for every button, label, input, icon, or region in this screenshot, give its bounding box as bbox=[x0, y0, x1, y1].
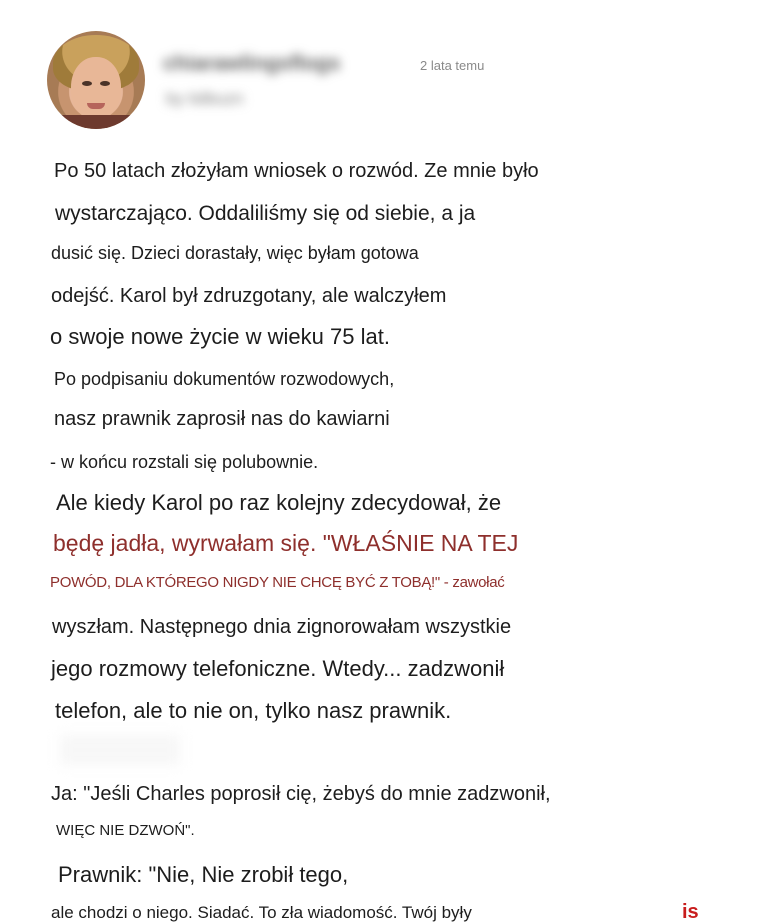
text-line-6: Po podpisaniu dokumentów rozwodowych, bbox=[54, 369, 395, 389]
watermark-logo: is bbox=[682, 901, 699, 923]
text-line-7: nasz prawnik zaprosił nas do kawiarni bbox=[54, 408, 390, 430]
timestamp: 2 lata temu bbox=[420, 58, 485, 73]
text-line-2: wystarczająco. Oddaliliśmy się od siebie, a ja bbox=[55, 202, 476, 225]
avatar-shirt bbox=[47, 115, 145, 129]
text-line-9: Ale kiedy Karol po raz kolejny zdecydował, że bbox=[56, 490, 502, 515]
text-line-8: - w końcu rozstali się polubownie. bbox=[50, 452, 319, 472]
user-subline: by tidbuzn bbox=[166, 89, 244, 108]
avatar-face bbox=[71, 57, 121, 119]
text-line-4: odejść. Karol był zdruzgotany, ale walczyłem bbox=[51, 285, 447, 307]
text-line-16: WIĘC NIE DZWOŃ". bbox=[56, 822, 195, 839]
text-line-14: telefon, ale to nie on, tylko nasz prawnik. bbox=[55, 698, 452, 723]
text-line-17: Prawnik: "Nie, Nie zrobił tego, bbox=[58, 862, 349, 887]
text-line-1: Po 50 latach złożyłam wniosek o rozwód. Ze mnie było bbox=[54, 160, 539, 182]
text-line-13: jego rozmowy telefoniczne. Wtedy... zadzwonił bbox=[51, 656, 505, 681]
text-line-15: Ja: "Jeśli Charles poprosił cię, żebyś do mnie zadzwonił, bbox=[51, 783, 551, 805]
username[interactable]: chiarawlingsflogs bbox=[163, 52, 341, 75]
text-line-5: o swoje nowe życie w wieku 75 lat. bbox=[50, 324, 390, 349]
text-line-10-highlight: będę jadła, wyrwałam się. "WŁAŚNIE NA TEJ bbox=[53, 530, 519, 556]
text-line-12: wyszłam. Następnego dnia zignorowałam wszystkie bbox=[52, 616, 512, 638]
text-line-11-highlight: POWÓD, DLA KTÓREGO NIGDY NIE CHCĘ BYĆ Z TOBĄ!" - zawołać bbox=[50, 574, 505, 591]
blurred-region bbox=[60, 735, 180, 765]
text-line-3: dusić się. Dzieci dorastały, więc byłam gotowa bbox=[51, 243, 419, 263]
avatar-eye-right bbox=[100, 81, 110, 86]
user-avatar[interactable] bbox=[47, 31, 145, 129]
text-line-18: ale chodzi o niego. Siadać. To zła wiadomość. Twój były bbox=[51, 903, 472, 922]
avatar-eye-left bbox=[82, 81, 92, 86]
